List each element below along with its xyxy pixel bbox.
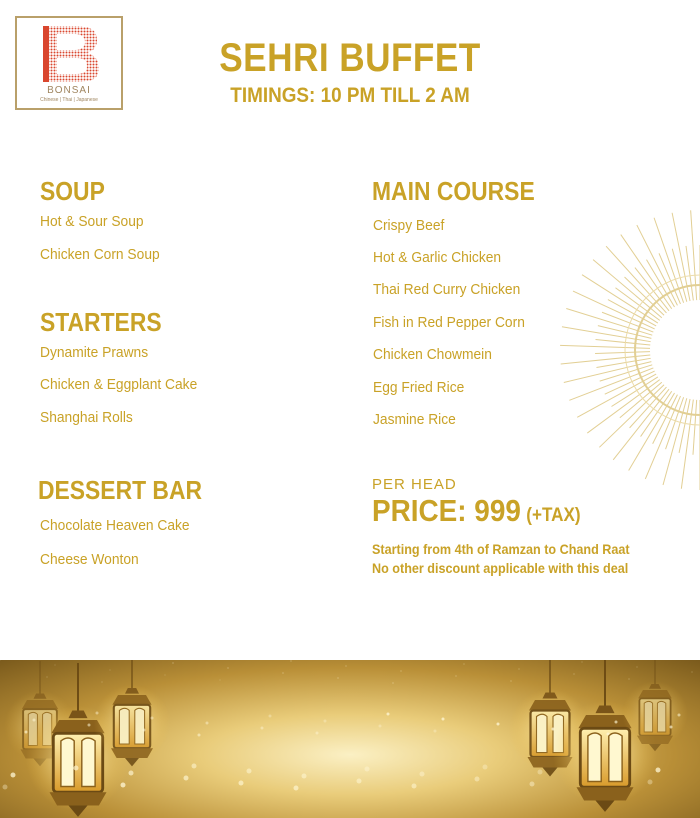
soup-item: Chicken Corn Soup — [40, 246, 160, 263]
logo-brand: BONSAI — [47, 85, 91, 96]
main-course-item: Chicken Chowmein — [373, 346, 492, 363]
dessert-item: Chocolate Heaven Cake — [40, 517, 190, 534]
starters-item: Shanghai Rolls — [40, 409, 133, 426]
lantern-icon — [0, 660, 700, 818]
lantern-banner — [0, 660, 700, 818]
price-value: PRICE: 999 — [372, 493, 521, 528]
starters-heading: STARTERS — [40, 307, 162, 337]
main-course-item: Jasmine Rice — [373, 411, 456, 428]
timings: TIMINGS: 10 PM TILL 2 AM — [230, 84, 470, 107]
main-course-heading: MAIN COURSE — [372, 176, 535, 206]
main-course-item: Hot & Garlic Chicken — [373, 249, 502, 266]
dessert-item: Cheese Wonton — [40, 551, 139, 568]
price-tax: (+TAX) — [526, 505, 581, 526]
main-course-item: Fish in Red Pepper Corn — [373, 314, 525, 331]
sunburst-moon-icon — [555, 175, 700, 495]
per-head-label: PER HEAD — [372, 476, 457, 493]
offer-note: Starting from 4th of Ramzan to Chand Raat — [372, 541, 630, 557]
soup-heading: SOUP — [40, 176, 105, 206]
price — [372, 493, 581, 529]
logo-tagline: Chinese | Thai | Japanese — [40, 97, 98, 103]
soup-item: Hot & Sour Soup — [40, 213, 144, 230]
main-course-item: Crispy Beef — [373, 217, 445, 234]
starters-item: Chicken & Eggplant Cake — [40, 376, 198, 393]
dessert-heading: DESSERT BAR — [38, 475, 202, 505]
starters-item: Dynamite Prawns — [40, 344, 149, 361]
main-course-item: Thai Red Curry Chicken — [373, 281, 521, 298]
offer-disclaimer: No other discount applicable with this deal — [372, 560, 629, 576]
page-title: SEHRI BUFFET — [219, 36, 481, 80]
main-course-item: Egg Fried Rice — [373, 379, 465, 396]
